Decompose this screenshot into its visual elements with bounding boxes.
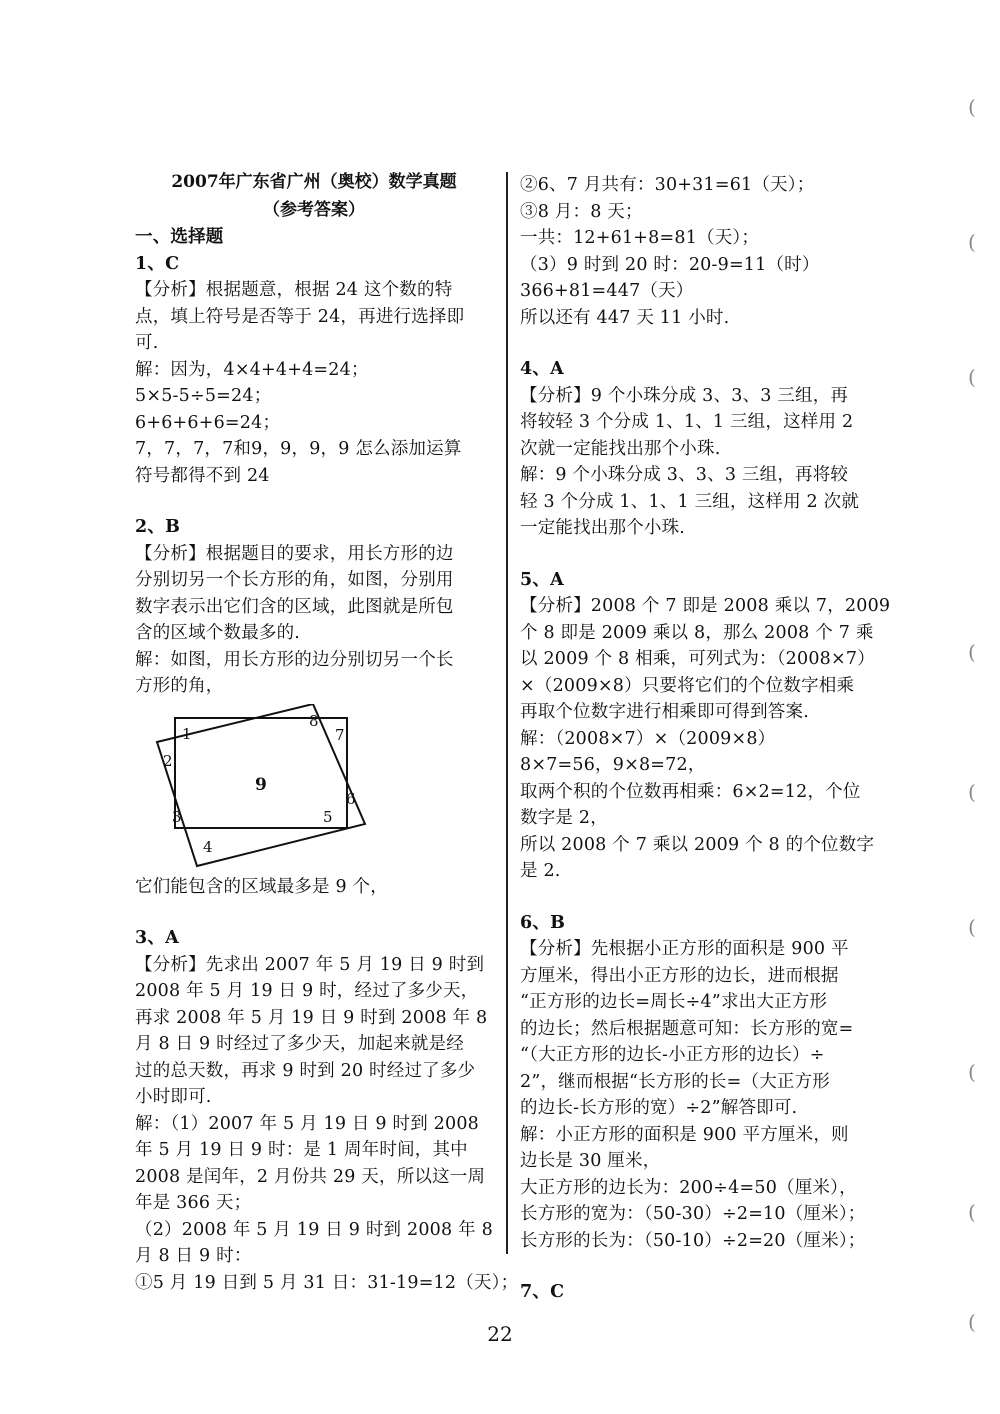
text-line: 8×7=56，9×8=72， xyxy=(520,755,706,775)
text-line: 数字表示出它们含的区域，此图就是所包 xyxy=(135,596,454,617)
section-heading: 2、B xyxy=(135,517,181,537)
region-label: 7 xyxy=(335,725,345,744)
binding-mark: ( xyxy=(968,365,976,389)
region-label: 8 xyxy=(309,711,319,730)
text-line: “正方形的边长=周长÷4”求出大正方形 xyxy=(520,992,828,1012)
region-label: 1 xyxy=(182,724,192,743)
region-label: 2 xyxy=(163,751,173,770)
spacer xyxy=(520,1254,880,1279)
text-line: 取两个积的个位数再相乘：6×2=12，个位 xyxy=(520,781,861,802)
text-line: 小时即可. xyxy=(135,1087,212,1107)
text-line: 【分析】2008 个 7 即是 2008 乘以 7，2009 xyxy=(520,596,891,616)
text-line: 【分析】根据题意，根据 24 这个数的特 xyxy=(135,280,453,300)
spacer xyxy=(135,900,493,925)
text-line: 次就一定能找出那个小珠. xyxy=(520,438,721,459)
text-line: 方厘米，得出小正方形的边长，进而根据 xyxy=(520,965,839,986)
text-line: 2008 年 5 月 19 日 9 时，经过了多少天， xyxy=(135,981,479,1001)
text-line: 再求 2008 年 5 月 19 日 9 时到 2008 年 8 xyxy=(135,1007,488,1028)
upright-rectangle xyxy=(175,718,347,828)
text-line: 解：因为，4×4+4+4=24； xyxy=(135,359,369,380)
text-line: 分别切另一个长方形的角，如图，分别用 xyxy=(135,570,454,590)
text-line: 再取个位数字进行相乘即可得到答案. xyxy=(520,702,809,722)
text-line: 解：9 个小珠分成 3、3、3 三组，再将较 xyxy=(520,465,849,485)
text-line: 是 2. xyxy=(520,861,561,881)
text-line: 可. xyxy=(135,333,159,353)
text-line: 【分析】9 个小珠分成 3、3、3 三组，再 xyxy=(520,385,849,406)
section-heading: 3、A xyxy=(135,928,179,948)
section-heading: 1、C xyxy=(135,253,180,274)
region-label: 9 xyxy=(255,774,267,795)
text-line: 年是 366 天； xyxy=(135,1193,252,1213)
text-line: 【分析】根据题目的要求，用长方形的边 xyxy=(135,543,454,564)
text-line: 月 8 日 9 时经过了多少天，加起来就是经 xyxy=(135,1034,464,1054)
left-column xyxy=(135,168,519,1296)
binding-mark: ( xyxy=(968,1200,976,1224)
text-line: 解：（1）2007 年 5 月 19 日 9 时到 2008 xyxy=(135,1113,479,1134)
section-heading: 7、C xyxy=(520,1282,565,1302)
binding-mark: ( xyxy=(968,915,976,939)
text-line: 解：如图，用长方形的边分别切另一个长 xyxy=(135,649,454,670)
text-line: 解：小正方形的面积是 900 平方厘米，则 xyxy=(520,1124,849,1145)
text-line: 符号都得不到 24 xyxy=(135,465,270,486)
text-line: 数字是 2， xyxy=(520,808,608,828)
section-heading: 一、选择题 xyxy=(135,227,224,247)
text-line: 大正方形的边长为：200÷4=50（厘米）， xyxy=(520,1177,857,1198)
region-label: 4 xyxy=(203,837,213,856)
text-line: 2”，继而根据“长方形的长=（大正方形 xyxy=(520,1071,830,1092)
text-line: 366+81=447（天） xyxy=(520,281,694,301)
text-line: 点，填上符号是否等于 24，再进行选择即 xyxy=(135,306,465,327)
spacer xyxy=(520,885,880,910)
text-line: 解：（2008×7）×（2009×8） xyxy=(520,728,776,749)
page-number: 22 xyxy=(487,1322,513,1346)
rectangles-diagram xyxy=(135,704,493,874)
text-line: ③8 月：8 天； xyxy=(520,201,643,222)
text-line: 的边长-长方形的宽）÷2”解答即可. xyxy=(520,1098,798,1118)
text-line: 过的总天数，再求 9 时到 20 时经过了多少 xyxy=(135,1060,476,1081)
text-line: 所以 2008 个 7 乘以 2009 个 8 的个位数字 xyxy=(520,834,875,855)
section-heading: 6、B xyxy=(520,912,566,933)
text-line: 年 5 月 19 日 9 时：是 1 周年时间，其中 xyxy=(135,1140,468,1160)
spacer xyxy=(135,489,493,514)
text-line: 5×5-5÷5=24； xyxy=(135,386,272,406)
text-line: 月 8 日 9 时： xyxy=(135,1246,252,1266)
binding-mark: ( xyxy=(968,230,976,254)
text-line: （2）2008 年 5 月 19 日 9 时到 2008 年 8 xyxy=(135,1219,493,1240)
text-line: 一定能找出那个小珠. xyxy=(520,518,686,538)
text-line: 6+6+6+6=24； xyxy=(135,412,281,433)
text-line: 的边长；然后根据题意可知：长方形的宽= xyxy=(520,1018,854,1039)
text-line: 【分析】先根据小正方形的面积是 900 平 xyxy=(520,939,849,959)
text-line: 轻 3 个分成 1、1、1 三组，这样用 2 次就 xyxy=(520,491,860,512)
text-line: 所以还有 447 天 11 小时. xyxy=(520,307,730,328)
text-line: 长方形的长为：（50-10）÷2=20（厘米）； xyxy=(520,1230,866,1251)
spacer xyxy=(520,542,880,567)
right-column xyxy=(520,172,891,1306)
text-line: ×（2009×8）只要将它们的个位数字相乘 xyxy=(520,675,855,696)
text-line: 个 8 即是 2009 乘以 8，那么 2008 个 7 乘 xyxy=(520,622,874,643)
text-line: 将较轻 3 个分成 1、1、1 三组，这样用 2 xyxy=(520,412,854,432)
region-label: 6 xyxy=(346,789,356,808)
text-line: 长方形的宽为：（50-30）÷2=10（厘米）； xyxy=(520,1204,866,1224)
text-line: ②6、7 月共有：30+31=61（天）； xyxy=(520,175,815,195)
text-line: （3）9 时到 20 时：20-9=11（时） xyxy=(520,254,820,275)
text-line: “（大正方形的边长-小正方形的边长）÷ xyxy=(520,1045,825,1065)
text-line: 7，7，7，7和9，9，9，9 怎么添加运算 xyxy=(135,439,462,459)
page-subtitle: （参考答案） xyxy=(263,200,365,220)
text-line: 它们能包含的区域最多是 9 个， xyxy=(135,876,388,897)
region-label: 3 xyxy=(172,807,182,826)
text-line: 含的区域个数最多的. xyxy=(135,623,301,643)
binding-mark: ( xyxy=(968,1310,976,1334)
text-line: 一共：12+61+8=81（天）； xyxy=(520,228,760,248)
text-line: 2008 是闰年，2 月份共 29 天，所以这一周 xyxy=(135,1166,486,1187)
text-line: 【分析】先求出 2007 年 5 月 19 日 9 时到 xyxy=(135,954,485,975)
binding-mark: ( xyxy=(968,780,976,804)
text-line: 方形的角， xyxy=(135,676,224,696)
text-line: 边长是 30 厘米， xyxy=(520,1151,661,1171)
page-title: 2007年广东省广州（奥校）数学真题 xyxy=(171,172,457,192)
text-line: ①5 月 19 日到 5 月 31 日：31-19=12（天）； xyxy=(135,1272,519,1293)
section-heading: 4、A xyxy=(520,359,564,379)
section-heading: 5、A xyxy=(520,569,564,590)
binding-mark: ( xyxy=(968,1060,976,1084)
text-line: 以 2009 个 8 相乘，可列式为：（2008×7） xyxy=(520,649,875,669)
spacer xyxy=(520,331,880,356)
region-label: 5 xyxy=(323,807,333,826)
rectangles-figure xyxy=(135,704,493,874)
binding-mark: ( xyxy=(968,95,976,119)
column-divider xyxy=(506,172,508,1254)
binding-mark: ( xyxy=(968,640,976,664)
